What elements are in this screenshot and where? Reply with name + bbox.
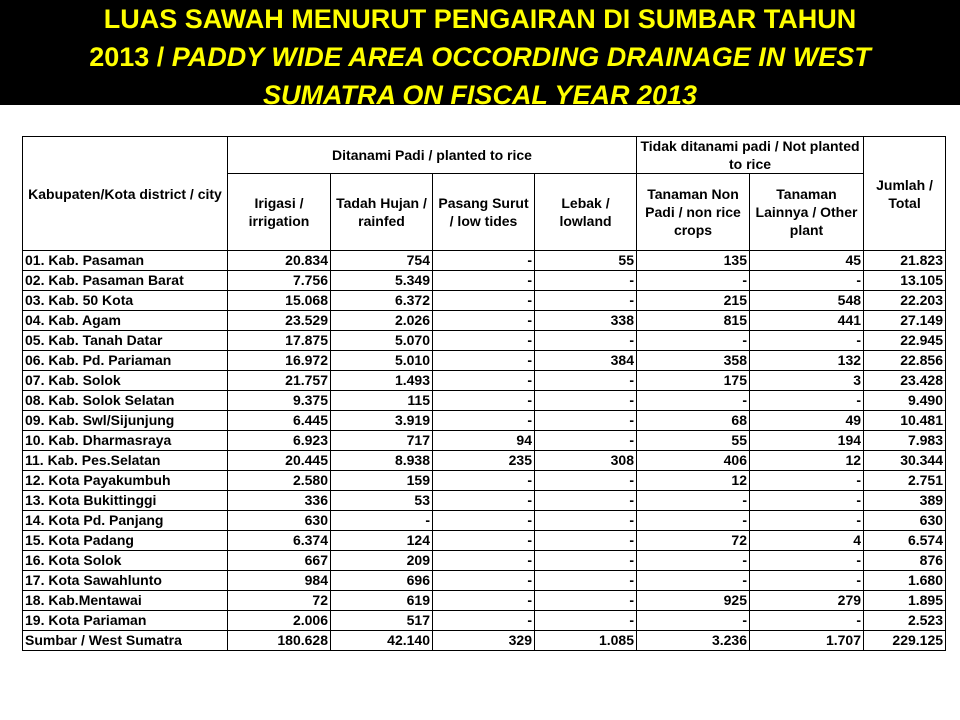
low-tides-cell: -	[433, 311, 535, 331]
lowland-cell: 384	[535, 351, 637, 371]
rainfed-cell: 754	[331, 251, 433, 271]
table-row	[23, 611, 946, 631]
irrigation-cell: 9.375	[228, 391, 331, 411]
irrigation-cell: 16.972	[228, 351, 331, 371]
lowland-cell: -	[535, 471, 637, 491]
lowland-cell: 1.085	[535, 631, 637, 651]
lowland-cell: -	[535, 551, 637, 571]
table-row	[23, 631, 946, 651]
other-plant-cell: 45	[750, 251, 864, 271]
lowland-cell: -	[535, 491, 637, 511]
low-tides-cell: 329	[433, 631, 535, 651]
non-rice-cell: -	[637, 331, 750, 351]
total-cell: 876	[864, 551, 946, 571]
table-row	[23, 491, 946, 511]
total-cell: 30.344	[864, 451, 946, 471]
other-plant-cell: -	[750, 611, 864, 631]
lowland-cell: -	[535, 371, 637, 391]
header-irrigation: Irigasi / irrigation	[228, 174, 331, 251]
total-cell: 22.856	[864, 351, 946, 371]
table-row	[23, 411, 946, 431]
low-tides-cell: -	[433, 371, 535, 391]
rainfed-cell: 209	[331, 551, 433, 571]
irrigation-cell: 20.834	[228, 251, 331, 271]
other-plant-cell: -	[750, 551, 864, 571]
district-cell: 09. Kab. Swl/Sijunjung	[23, 411, 228, 431]
irrigation-cell: 7.756	[228, 271, 331, 291]
district-cell: 14. Kota Pd. Panjang	[23, 511, 228, 531]
low-tides-cell: -	[433, 491, 535, 511]
total-cell: 22.945	[864, 331, 946, 351]
low-tides-cell: -	[433, 331, 535, 351]
rainfed-cell: 124	[331, 531, 433, 551]
low-tides-cell: -	[433, 391, 535, 411]
table-row	[23, 371, 946, 391]
low-tides-cell: -	[433, 271, 535, 291]
district-cell: 07. Kab. Solok	[23, 371, 228, 391]
non-rice-cell: 358	[637, 351, 750, 371]
non-rice-cell: -	[637, 611, 750, 631]
total-cell: 21.823	[864, 251, 946, 271]
other-plant-cell: 12	[750, 451, 864, 471]
non-rice-cell: 215	[637, 291, 750, 311]
table-row	[23, 311, 946, 331]
total-cell: 22.203	[864, 291, 946, 311]
irrigation-cell: 21.757	[228, 371, 331, 391]
other-plant-cell: -	[750, 471, 864, 491]
total-cell: 229.125	[864, 631, 946, 651]
title-line-1: LUAS SAWAH MENURUT PENGAIRAN DI SUMBAR TAHUN	[103, 4, 857, 34]
lowland-cell: -	[535, 411, 637, 431]
rainfed-cell: 619	[331, 591, 433, 611]
rainfed-cell: 53	[331, 491, 433, 511]
low-tides-cell: 94	[433, 431, 535, 451]
district-cell: 12. Kota Payakumbuh	[23, 471, 228, 491]
non-rice-cell: 135	[637, 251, 750, 271]
non-rice-cell: 406	[637, 451, 750, 471]
table-row	[23, 591, 946, 611]
rainfed-cell: 517	[331, 611, 433, 631]
low-tides-cell: -	[433, 471, 535, 491]
other-plant-cell: 1.707	[750, 631, 864, 651]
district-cell: 08. Kab. Solok Selatan	[23, 391, 228, 411]
header-non-rice-crops: Tanaman Non Padi / non rice crops	[637, 174, 750, 251]
lowland-cell: -	[535, 611, 637, 631]
district-cell: 02. Kab. Pasaman Barat	[23, 271, 228, 291]
lowland-cell: -	[535, 531, 637, 551]
rainfed-cell: 5.349	[331, 271, 433, 291]
table-row	[23, 391, 946, 411]
other-plant-cell: 194	[750, 431, 864, 451]
irrigation-cell: 15.068	[228, 291, 331, 311]
rainfed-cell: -	[331, 511, 433, 531]
total-cell: 10.481	[864, 411, 946, 431]
district-cell: 01. Kab. Pasaman	[23, 251, 228, 271]
total-cell: 6.574	[864, 531, 946, 551]
irrigation-cell: 6.923	[228, 431, 331, 451]
rainfed-cell: 696	[331, 571, 433, 591]
header-district: Kabupaten/Kota district / city	[23, 137, 228, 251]
title-banner	[0, 0, 960, 110]
rainfed-cell: 5.070	[331, 331, 433, 351]
district-cell: 18. Kab.Mentawai	[23, 591, 228, 611]
non-rice-cell: 72	[637, 531, 750, 551]
district-cell: 06. Kab. Pd. Pariaman	[23, 351, 228, 371]
table-row	[23, 551, 946, 571]
irrigation-cell: 667	[228, 551, 331, 571]
non-rice-cell: -	[637, 551, 750, 571]
table-row	[23, 511, 946, 531]
non-rice-cell: -	[637, 491, 750, 511]
table-row	[23, 331, 946, 351]
total-cell: 13.105	[864, 271, 946, 291]
lowland-cell: -	[535, 291, 637, 311]
total-cell: 7.983	[864, 431, 946, 451]
rainfed-cell: 2.026	[331, 311, 433, 331]
non-rice-cell: -	[637, 391, 750, 411]
lowland-cell: -	[535, 331, 637, 351]
lowland-cell: -	[535, 591, 637, 611]
low-tides-cell: -	[433, 511, 535, 531]
non-rice-cell: 55	[637, 431, 750, 451]
lowland-cell: -	[535, 431, 637, 451]
district-cell: 05. Kab. Tanah Datar	[23, 331, 228, 351]
header-not-planted-group: Tidak ditanami padi / Not planted to rice	[637, 137, 864, 174]
total-cell: 630	[864, 511, 946, 531]
total-cell: 27.149	[864, 311, 946, 331]
low-tides-cell: -	[433, 411, 535, 431]
table-row	[23, 451, 946, 471]
paddy-area-table	[22, 136, 946, 651]
table-row	[23, 431, 946, 451]
total-cell: 2.751	[864, 471, 946, 491]
lowland-cell: -	[535, 391, 637, 411]
total-cell: 2.523	[864, 611, 946, 631]
rainfed-cell: 717	[331, 431, 433, 451]
irrigation-cell: 72	[228, 591, 331, 611]
rainfed-cell: 8.938	[331, 451, 433, 471]
total-cell: 23.428	[864, 371, 946, 391]
irrigation-cell: 2.006	[228, 611, 331, 631]
table-row	[23, 531, 946, 551]
non-rice-cell: -	[637, 571, 750, 591]
low-tides-cell: -	[433, 531, 535, 551]
rainfed-cell: 6.372	[331, 291, 433, 311]
other-plant-cell: 49	[750, 411, 864, 431]
table-row	[23, 251, 946, 271]
lowland-cell: -	[535, 271, 637, 291]
non-rice-cell: 925	[637, 591, 750, 611]
low-tides-cell: -	[433, 291, 535, 311]
other-plant-cell: -	[750, 391, 864, 411]
low-tides-cell: -	[433, 571, 535, 591]
rainfed-cell: 3.919	[331, 411, 433, 431]
header-rainfed: Tadah Hujan / rainfed	[331, 174, 433, 251]
table-row	[23, 271, 946, 291]
other-plant-cell: 548	[750, 291, 864, 311]
district-cell: 11. Kab. Pes.Selatan	[23, 451, 228, 471]
irrigation-cell: 6.374	[228, 531, 331, 551]
other-plant-cell: -	[750, 511, 864, 531]
non-rice-cell: -	[637, 271, 750, 291]
irrigation-cell: 6.445	[228, 411, 331, 431]
total-cell: 1.680	[864, 571, 946, 591]
rainfed-cell: 115	[331, 391, 433, 411]
title-line-2-prefix: 2013 /	[89, 42, 172, 72]
low-tides-cell: 235	[433, 451, 535, 471]
lowland-cell: 308	[535, 451, 637, 471]
total-cell: 1.895	[864, 591, 946, 611]
district-cell: Sumbar / West Sumatra	[23, 631, 228, 651]
district-cell: 10. Kab. Dharmasraya	[23, 431, 228, 451]
lowland-cell: -	[535, 511, 637, 531]
rainfed-cell: 5.010	[331, 351, 433, 371]
district-cell: 13. Kota Bukittinggi	[23, 491, 228, 511]
irrigation-cell: 984	[228, 571, 331, 591]
table-row	[23, 571, 946, 591]
non-rice-cell: -	[637, 511, 750, 531]
low-tides-cell: -	[433, 251, 535, 271]
lowland-cell: -	[535, 571, 637, 591]
header-other-plant: Tanaman Lainnya / Other plant	[750, 174, 864, 251]
header-total: Jumlah / Total	[864, 137, 946, 251]
low-tides-cell: -	[433, 351, 535, 371]
header-lowland: Lebak / lowland	[535, 174, 637, 251]
irrigation-cell: 336	[228, 491, 331, 511]
header-planted-group: Ditanami Padi / planted to rice	[228, 137, 637, 174]
other-plant-cell: 132	[750, 351, 864, 371]
irrigation-cell: 180.628	[228, 631, 331, 651]
district-cell: 15. Kota Padang	[23, 531, 228, 551]
lowland-cell: 338	[535, 311, 637, 331]
other-plant-cell: -	[750, 331, 864, 351]
table-row	[23, 471, 946, 491]
non-rice-cell: 175	[637, 371, 750, 391]
rainfed-cell: 1.493	[331, 371, 433, 391]
irrigation-cell: 23.529	[228, 311, 331, 331]
other-plant-cell: -	[750, 491, 864, 511]
irrigation-cell: 20.445	[228, 451, 331, 471]
title-line-3: SUMATRA ON FISCAL YEAR 2013	[262, 80, 698, 110]
title-line-2	[0, 38, 960, 76]
non-rice-cell: 815	[637, 311, 750, 331]
rainfed-cell: 159	[331, 471, 433, 491]
low-tides-cell: -	[433, 551, 535, 571]
table-body	[23, 251, 946, 651]
table-row	[23, 351, 946, 371]
irrigation-cell: 2.580	[228, 471, 331, 491]
low-tides-cell: -	[433, 591, 535, 611]
rainfed-cell: 42.140	[331, 631, 433, 651]
district-cell: 04. Kab. Agam	[23, 311, 228, 331]
total-cell: 9.490	[864, 391, 946, 411]
other-plant-cell: 4	[750, 531, 864, 551]
irrigation-cell: 17.875	[228, 331, 331, 351]
other-plant-cell: 441	[750, 311, 864, 331]
total-cell: 389	[864, 491, 946, 511]
non-rice-cell: 68	[637, 411, 750, 431]
other-plant-cell: 279	[750, 591, 864, 611]
title-line-2-italic: PADDY WIDE AREA OCCORDING DRAINAGE IN WEST	[171, 42, 871, 72]
district-cell: 03. Kab. 50 Kota	[23, 291, 228, 311]
district-cell: 19. Kota Pariaman	[23, 611, 228, 631]
low-tides-cell: -	[433, 611, 535, 631]
header-low-tides: Pasang Surut / low tides	[433, 174, 535, 251]
other-plant-cell: -	[750, 571, 864, 591]
irrigation-cell: 630	[228, 511, 331, 531]
non-rice-cell: 3.236	[637, 631, 750, 651]
district-cell: 16. Kota Solok	[23, 551, 228, 571]
other-plant-cell: 3	[750, 371, 864, 391]
other-plant-cell: -	[750, 271, 864, 291]
table-row	[23, 291, 946, 311]
district-cell: 17. Kota Sawahlunto	[23, 571, 228, 591]
non-rice-cell: 12	[637, 471, 750, 491]
lowland-cell: 55	[535, 251, 637, 271]
